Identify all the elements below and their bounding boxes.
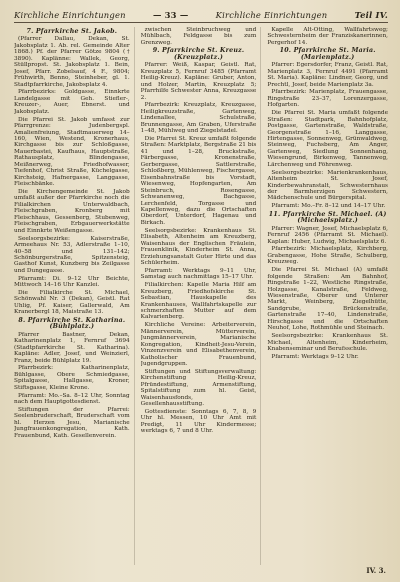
paragraph: Pfarrer: Weiß, Kaspar, Geistl. Rat, Kreuzplatz 5, Fernruf 3485 (Pfarramt Heilig-Kreuz). Kapläne: Gruber, Anton, und Holzer, Martin, Kreuzplatz 5; Pfarrhilfe Schwester Anna, Kreuzgasse 2.	[140, 62, 257, 101]
running-header	[14, 10, 388, 23]
paragraph: Pfarramt: Werktags 9–12 Uhr.	[271, 353, 359, 360]
paragraph: Stiftungen und Stiftungsverwaltung: Kirchenstiftung Heilig-Kreuz, Pfründestiftung, Armenstiftung, Spitalstiftung zum hl. Geist, Waisenhausfonds, Gesellenhausstiftung.	[140, 368, 257, 408]
paragraph: Die Pfarrei St. Maria umfaßt folgende Straßen: Stadtpark, Bahnhofplatz, Postgasse, Gartenstraße, Waldstraße, Georgenstraße 1–16, Langgasse, Hirtengasse, Sonnenweg, Grünwaldweg, Steinweg, Fuchsberg, Am Anger, Gartenweg, Siedlung Sonnenhang, Wiesengrund, Birkenweg, Tannenweg, Lärchenweg und Föhrenweg.	[267, 110, 388, 168]
paragraph: Die Filialkirche St. Michael, Schönwahl Nr. 3 (Dekan), Geistl. Rat Uhlig, Pf. Kaiser, Gallerwald, Am Kranerbergl 18, Maistraße 13.	[14, 290, 130, 316]
section-heading: 11. Pfarrkirche St. Michael. (A) (Michaelsplatz.)	[268, 210, 387, 225]
paragraph: Pfarrer: Egersdorfer, Franz, Geistl. Rat, Marienplatz 3, Fernruf 4491 (Pfarramt St. Maria). Kapläne: Lindner, Georg, und Prechtl, Josef, beide Marienplatz 3a.	[267, 62, 388, 88]
paragraph: Stiftungen der Pfarrei: Seelenbruderschaft, Bruderschaft vom hl. Herzen Jesu, Marianische Jungfrauenkongregation, Kath. Frauenbund, Kath. Gesellenverein.	[14, 406, 130, 439]
section-heading: 8. Pfarrkirche St. Katharina. (Bühlplatz.)	[18, 316, 126, 331]
header-part-label: Teil IV.	[354, 10, 388, 20]
paragraph: Kapelle Alt-Ötting, Wallfahrtsweg; Schwesternheim der Franziskanerinnen, Pergerhof 14.	[267, 27, 388, 46]
paragraph: Filialkirchen: Kapelle Maria Hilf am Kreuzberg, Friedhofskirche St. Sebastian, Hauskapelle des Krankenhauses, Wallfahrtskapelle zur schmerzhaften Mutter auf dem Kalvarienberg.	[140, 282, 257, 321]
header-center-title: Kirchliche Einrichtungen	[215, 10, 328, 20]
paragraph: Die Pfarrei St. Kreuz umfaßt folgende Straßen: Marktplatz, Bergstraße 21 bis 41 und 1–28, Bruckstraße, Färbergasse, Kronenstraße, Gerbergasse, Sattlerstraße, Schloßberg, Mühlenweg, Fischergasse, Eisenbahnstraße bis Vorstadt, Wiesenweg, Hopfengarten, Am Steinbruch, Rosengasse, Schwanenweg, Bachgasse, Lerchenfeld, Torgasse und Kapellenweg, dazu die Ortschaften Oberdorf, Unterdorf, Hagenau und Birkach.	[140, 136, 257, 226]
paragraph: Seelsorgsbezirke: Kaiserstraße, Armeehaus Nr. 53, Adlerstraße 1–10, 40–58 und 131–142; Schönburgerstraße, Spitzensteig, Gasthof Kunst, Kunzberg bis Zeilgasse und Dungegasse.	[14, 235, 130, 274]
page-number: — 33 —	[152, 10, 189, 20]
paragraph: Pfarrbezirks: Goldgasse, Einnkrte Landelgasse mit Geh. Stiefler-, Kreuzer-, Auer, Ebnerst. und Jakobsplatz.	[14, 89, 130, 115]
text-column-left	[14, 27, 135, 565]
paragraph: Gottesdienste: Sonntags 6, 7, 8, 9 Uhr hl. Messen, 10 Uhr Amt mit Predigt, 11 Uhr Kindermesse; werktags 6, 7 und 8 Uhr.	[140, 408, 257, 435]
paragraph: Pfarramt: Mo.–Sa. 8–12 Uhr, Sonntag nach dem Hauptgottesdienst.	[14, 392, 130, 406]
paragraph: Pfarramt: Werktags 9–11 Uhr, Samstag auch nachmittags 15–17 Uhr.	[140, 267, 257, 281]
text-column-right	[267, 27, 388, 565]
paragraph: zwischen Steinbruchweg und Mühlbach, Feldgasse bis zum Grenzweg.	[140, 27, 257, 46]
page-footer-label: IV. 3.	[366, 566, 386, 575]
paragraph: Pfarrbezirk: Kreuzplatz, Kreuzgasse, Heiligkreuzstraße, Gartenweg, Lindenallee, Schulstraße, Brunnengasse, Am Graben, Uferstraße 1–48, Mühlweg und Ziegelstadel.	[140, 102, 257, 135]
paragraph: Seelsorgsbezirke: Marienkrankenhaus, Altenheim St. Josef, Kinderbewahranstalt, Schwesternhaus der Barmherzigen Schwestern, Mädchenschule und Bürgerspital.	[267, 169, 388, 202]
paragraph: Seelsorgsbezirke: Krankenhaus St. Elisabeth, Altenheim am Kreuzberg, Waisenhaus der Englischen Fräulein, Frauenklinik, Kinderheim St. Anna, Erziehungsanstalt Guter Hirte und das Schülerheim.	[140, 227, 257, 267]
text-column-middle	[141, 27, 262, 565]
paragraph: Pfarramt: Mo.–Fr. 8–12 und 14–17 Uhr.	[271, 203, 386, 210]
text-columns	[14, 27, 388, 565]
paragraph: Die Pfarrei St. Jakob umfasst zur Pfarrgrenze: Judenbergspl. Amalienfreiung, Stadtmauerweg 14–160, Wien, Westend, Kronerhaus, Kirchgasse bis zur Schloßgasse, Mauerbastei, Kaufhaus, Hauptstraße, Rathausplatz, Blindengasse, Meißnerweg, Friedhofwasser, Tiefenhof, Christ Straße, Küchelgasse, Kirchsteig, Hafnergasse, Langgasse, Fleischbänke.	[14, 116, 130, 188]
paragraph: Pfarrbezirk: Marienplatz, Frauengasse, Ringstraße 23–37, Lorenzergasse, Hofgarten.	[267, 89, 388, 109]
paragraph: Die Pfarrei St. Michael (A) umfaßt folgende Straßen: Am Bahnhof, Ringstraße 1–22, Westliche Ringstraße, Holzgasse, Kanalstraße, Feldweg, Wiesenstraße, Oberer und Unterer Markt, Weinberg, Ziegelhütte, Sandgrube, Brückenstraße, Gartenstraße 17–40, Lindenstraße, Hirschgasse und die Ortschaften Neuhof, Lohe, Rothmühle und Steinach.	[267, 267, 388, 332]
paragraph: Pfarrer: Wagner, Josef, Michaelsplatz 6, Fernruf 2456 (Pfarramt St. Michael). Kaplan: Huber, Ludwig, Michaelsplatz 6.	[267, 225, 388, 245]
paragraph: Pfarrbezirk: Michaelsplatz, Kirchberg, Grabengasse, Hohe Straße, Schulberg, Kreuzweg.	[267, 246, 388, 266]
paragraph: Die Kirchengemeinde St. Jakob umfaßt außer der Pfarrkirche noch die Filialkirchen Unterwaldbach, Fleischgraben, Kronberg mit Fleischhaus, Gessenberg, Stubenweg, Fleischgraben, Erbgauerwerkstätte und Einnkrte Weißengasse.	[14, 189, 130, 234]
paragraph: Seelsorgsbezirke: Krankenhaus St. Michael, Altenheim, Kinderheim, Knabenseminar und Berufsschule.	[267, 333, 388, 352]
paragraph: Pfarrer Bastner, Dekan, Katharinenplatz 1, Fernruf 3694 (Stadtpfarrkirche St. Katharina). Kapläne: Adler, Josef, und Weinzierl, Franz, beide Bühlplatz 19.	[14, 331, 130, 364]
section-heading: 10. Pfarrkirche St. Maria. (Marienplatz.)	[279, 47, 376, 61]
section-heading: 9. Pfarrkirche St. Kreuz. (Kreuzplatz.)	[152, 47, 245, 61]
header-left-title: Kirchliche Einrichtungen	[14, 10, 126, 20]
paragraph: (Pfarrer Dallau, Dekan, St. Jakobsplatz 1. Ab. rel. Gemeinde Alter 1868.) Pf. der Pfarrer Götze 9804 († 3890). Kaplänne: Wallek, Georg, Stüllpropst. St. Jakobsplatz 1. Bein, Josef, Pfarr. Zobelsauf, 4 F., 9804; Frühwirth, Benno, Steinheber, gl. 1. Stadtpfarrkirche, Jakobsplatz 4.	[14, 36, 130, 88]
paragraph: Pfarrbezirk: Katharinenplatz, Bühlgasse, Obere Schmiedgasse, Spitalgasse, Hallgasse, Kroner, Stiftsgasse, Kleine Krone.	[14, 365, 130, 391]
paragraph: Kirchliche Vereine: Arbeiterverein, Männerverein, Mütterverein, Jungmännerverein, Marianische Kongregation, Kindheit-Jesu-Verein, Vinzenzverein und Elisabethenverein, Katholischer Frauenbund, Jugendgruppen.	[140, 322, 257, 367]
section-heading: 7. Pfarrkirche St. Jakob.	[26, 27, 118, 35]
paragraph: Pfarramt: Di. 9–12 Uhr Beichte, Mittwoch 14–16 Uhr Kanzlei.	[14, 275, 130, 289]
